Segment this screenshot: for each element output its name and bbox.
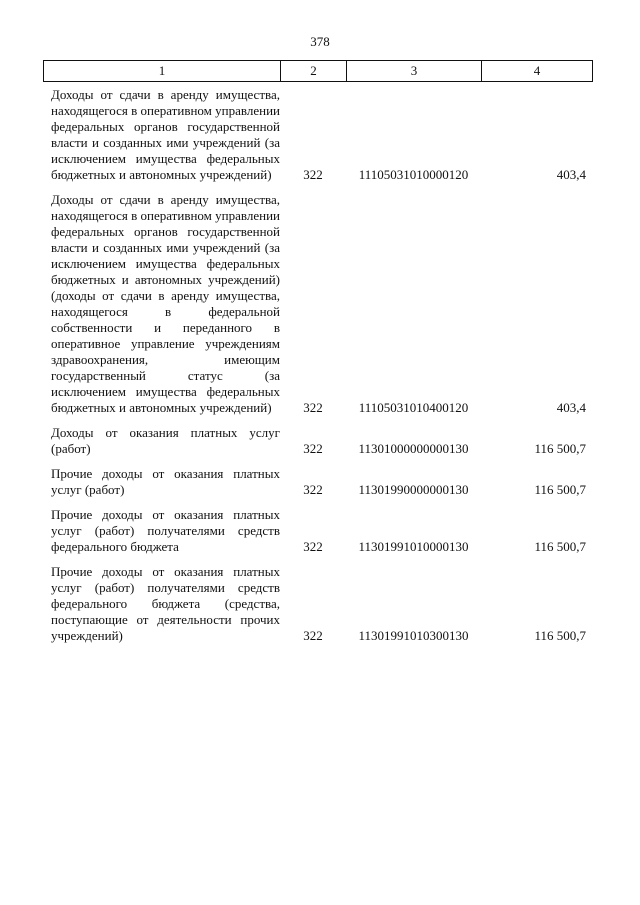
row-amount: 116 500,7 [534, 482, 586, 497]
revenue-table-body [43, 87, 592, 653]
row-description: Доходы от оказания платных услуг (работ) [51, 425, 280, 456]
row-admin-code: 322 [303, 482, 323, 497]
row-classification-code: 11301990000000130 [358, 482, 469, 497]
row-classification-code: 11301991010300130 [358, 628, 469, 643]
page-number: 378 [310, 34, 330, 49]
row-admin-code: 322 [303, 167, 323, 182]
table-row [43, 507, 592, 555]
row-admin-code: 322 [303, 400, 323, 415]
row-amount: 116 500,7 [534, 539, 586, 554]
table-row [43, 425, 592, 457]
column-header-2: 2 [281, 61, 347, 82]
column-header-4: 4 [482, 61, 593, 82]
row-classification-code: 11301991010000130 [358, 539, 469, 554]
row-classification-code: 11105031010000120 [358, 167, 469, 182]
column-header-table [43, 60, 593, 82]
table-row [43, 87, 592, 183]
row-description: Прочие доходы от оказания платных услуг (работ) получателями средств федерального бюджета (средства, поступающие от деятельности прочих учреждений) [51, 564, 280, 643]
row-amount: 116 500,7 [534, 628, 586, 643]
table-row [43, 564, 592, 644]
row-description: Доходы от сдачи в аренду имущества, находящегося в оперативном управлении федеральных органов государственной власти и созданных ими учреждений (за исключением имущества федеральных бюджетных и автономных учреждений) [51, 87, 280, 182]
row-admin-code: 322 [303, 539, 323, 554]
table-row [43, 192, 592, 416]
row-description: Прочие доходы от оказания платных услуг (работ) [51, 466, 280, 497]
row-description: Прочие доходы от оказания платных услуг (работ) получателями средств федерального бюджета [51, 507, 280, 554]
column-header-1: 1 [44, 61, 281, 82]
row-admin-code: 322 [303, 441, 323, 456]
row-admin-code: 322 [303, 628, 323, 643]
row-amount: 403,4 [556, 167, 586, 182]
row-amount: 116 500,7 [534, 441, 586, 456]
column-header-3: 3 [347, 61, 482, 82]
table-row [43, 466, 592, 498]
column-header-row [44, 61, 593, 82]
row-amount: 403,4 [556, 400, 586, 415]
row-classification-code: 11105031010400120 [358, 400, 469, 415]
row-classification-code: 11301000000000130 [358, 441, 469, 456]
row-description: Доходы от сдачи в аренду имущества, находящегося в оперативном управлении федеральных органов государственной власти и созданных ими учреждений (за исключением имущества федеральных бюджетных и автономных учреждений) (доходы от сдачи в аренду имущества, находящегося в федеральной собственности и переданного в оперативное управление учреждениям здравоохранения, имеющим государственный статус (за исключением имущества федеральных бюджетных и автономных учреждений) [51, 192, 280, 415]
